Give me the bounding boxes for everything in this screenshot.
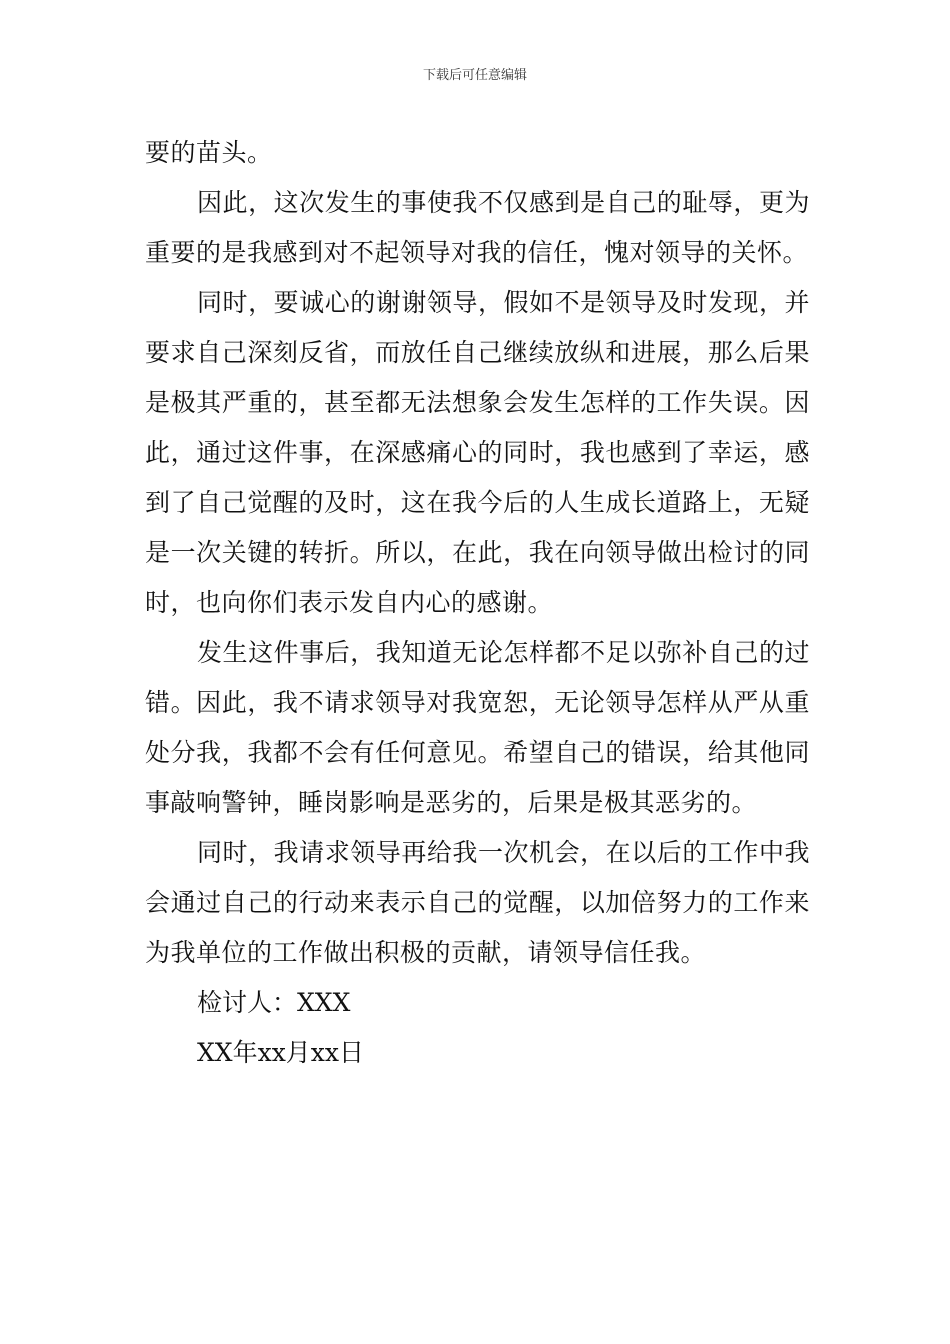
- paragraph: 同时，我请求领导再给我一次机会，在以后的工作中我会通过自己的行动来表示自己的觉醒，以加倍努力的工作来为我单位的工作做出积极的贡献，请领导信任我。: [145, 838, 810, 967]
- paragraph-continuation: 要的苗头。: [145, 138, 273, 167]
- paragraph: 因此，这次发生的事使我不仅感到是自己的耻辱，更为重要的是我感到对不起领导对我的信任，愧对领导的关怀。: [145, 188, 810, 267]
- paragraph: 同时，要诚心的谢谢领导，假如不是领导及时发现，并要求自己深刻反省，而放任自己继续放纵和进展，那么后果是极其严重的，甚至都无法想象会发生怎样的工作失误。因此，通过这件事，在深感痛心的同时，我也感到了幸运，感到了自己觉醒的及时，这在我今后的人生成长道路上，无疑是一次关键的转折。所以，在此，我在向领导做出检讨的同时，也向你们表示发自内心的感谢。: [145, 288, 810, 617]
- signature-date: XX年xx月xx日: [197, 1038, 364, 1067]
- signature-author: 检讨人：XXX: [197, 988, 351, 1017]
- paragraph: 发生这件事后，我知道无论怎样都不足以弥补自己的过错。因此，我不请求领导对我宽恕，无论领导怎样从严从重处分我，我都不会有任何意见。希望自己的错误，给其他同事敲响警钟，睡岗影响是恶劣的，后果是极其恶劣的。: [145, 638, 810, 817]
- page-header: 下载后可任意编辑: [422, 68, 527, 83]
- document-body: [145, 128, 810, 1078]
